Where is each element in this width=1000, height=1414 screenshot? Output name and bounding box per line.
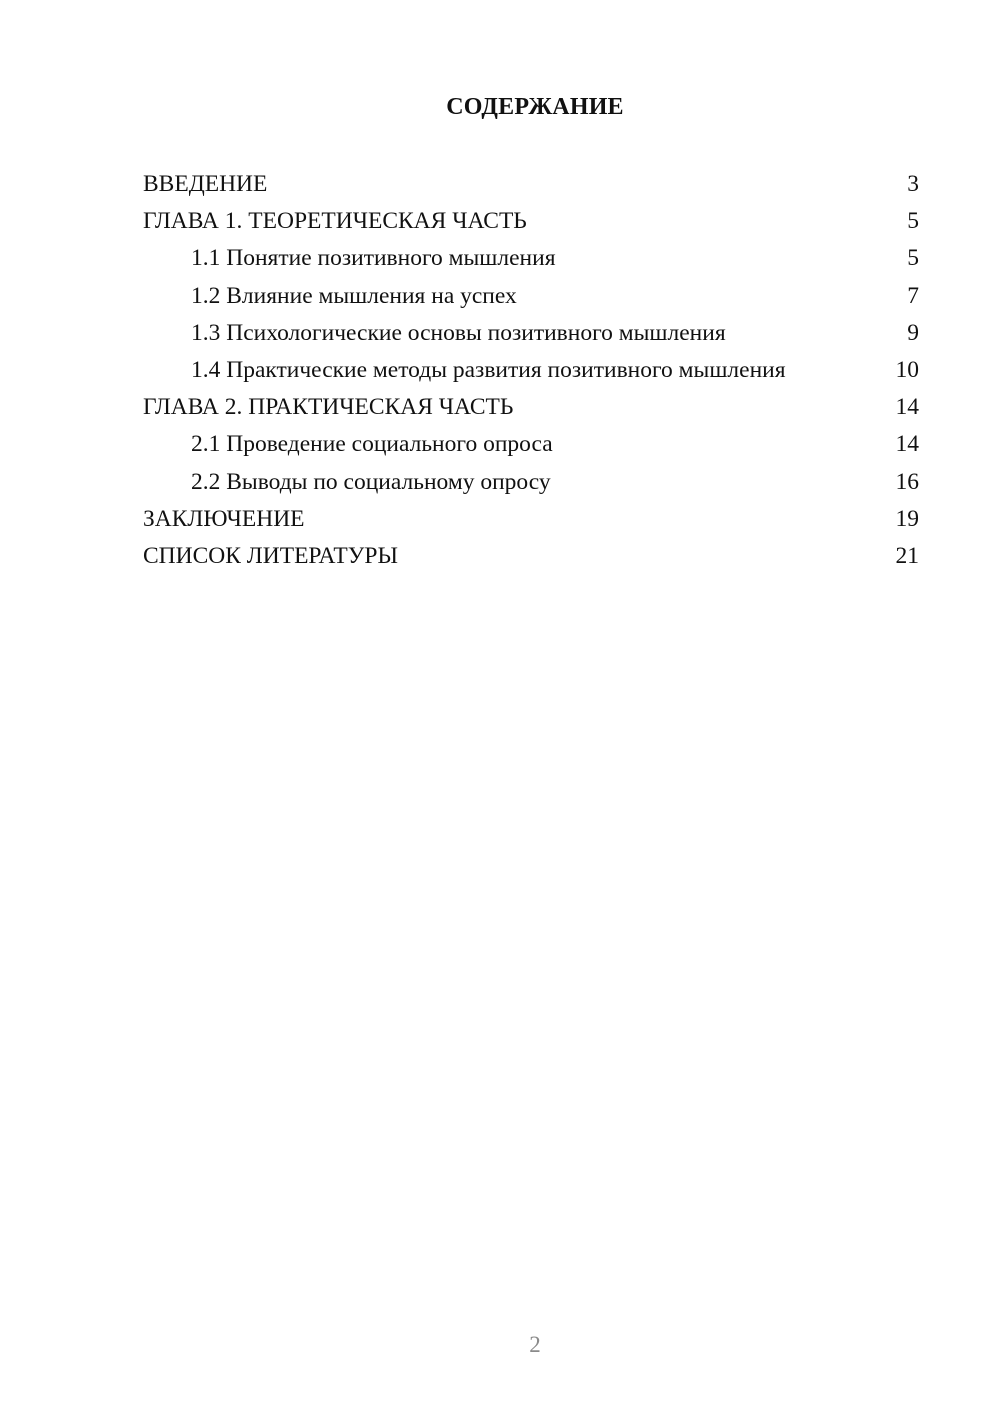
toc-item-conclusion[interactable]	[143, 501, 919, 538]
toc-item-page: 16	[895, 468, 919, 495]
toc-item-page: 14	[895, 394, 919, 421]
toc-item-label: 1.3 Психологические основы позитивного мышления	[191, 319, 726, 346]
toc-item-page: 5	[907, 245, 919, 272]
toc-item-page: 14	[895, 431, 919, 458]
toc-item-section-1-2[interactable]	[143, 278, 919, 315]
page-number: 2	[529, 1332, 541, 1357]
toc-item-page: 19	[895, 505, 919, 532]
toc-item-label: 1.2 Влияние мышления на успех	[191, 282, 517, 309]
toc-item-label: ГЛАВА 2. ПРАКТИЧЕСКАЯ ЧАСТЬ	[143, 394, 514, 421]
toc-item-section-1-1[interactable]	[143, 240, 919, 277]
toc-item-page: 9	[907, 319, 919, 346]
page-title: СОДЕРЖАНИЕ	[446, 94, 624, 120]
toc-item-section-2-2[interactable]	[143, 464, 919, 501]
toc-item-label: 1.4 Практические методы развития позитивного мышления	[191, 357, 786, 384]
toc-item-label: 2.1 Проведение социального опроса	[191, 431, 553, 458]
toc-item-label: ГЛАВА 1. ТЕОРЕТИЧЕСКАЯ ЧАСТЬ	[143, 208, 527, 235]
toc-item-page: 21	[895, 542, 919, 569]
toc-item-page: 7	[907, 282, 919, 309]
toc-item-label: 1.1 Понятие позитивного мышления	[191, 245, 556, 272]
toc-item-references[interactable]	[143, 538, 919, 575]
toc-item-page: 10	[895, 357, 919, 384]
table-of-contents	[143, 166, 919, 575]
toc-item-page: 5	[907, 208, 919, 235]
toc-item-label: СПИСОК ЛИТЕРАТУРЫ	[143, 542, 398, 569]
toc-item-chapter-1[interactable]	[143, 203, 919, 240]
toc-item-introduction[interactable]	[143, 166, 919, 203]
toc-item-chapter-2[interactable]	[143, 389, 919, 426]
toc-item-page: 3	[907, 171, 919, 198]
toc-item-label: 2.2 Выводы по социальному опросу	[191, 468, 551, 495]
toc-item-section-1-4[interactable]	[143, 352, 919, 389]
toc-item-label: ВВЕДЕНИЕ	[143, 171, 268, 198]
toc-item-section-1-3[interactable]	[143, 315, 919, 352]
toc-item-section-2-1[interactable]	[143, 426, 919, 463]
toc-item-label: ЗАКЛЮЧЕНИЕ	[143, 505, 305, 532]
